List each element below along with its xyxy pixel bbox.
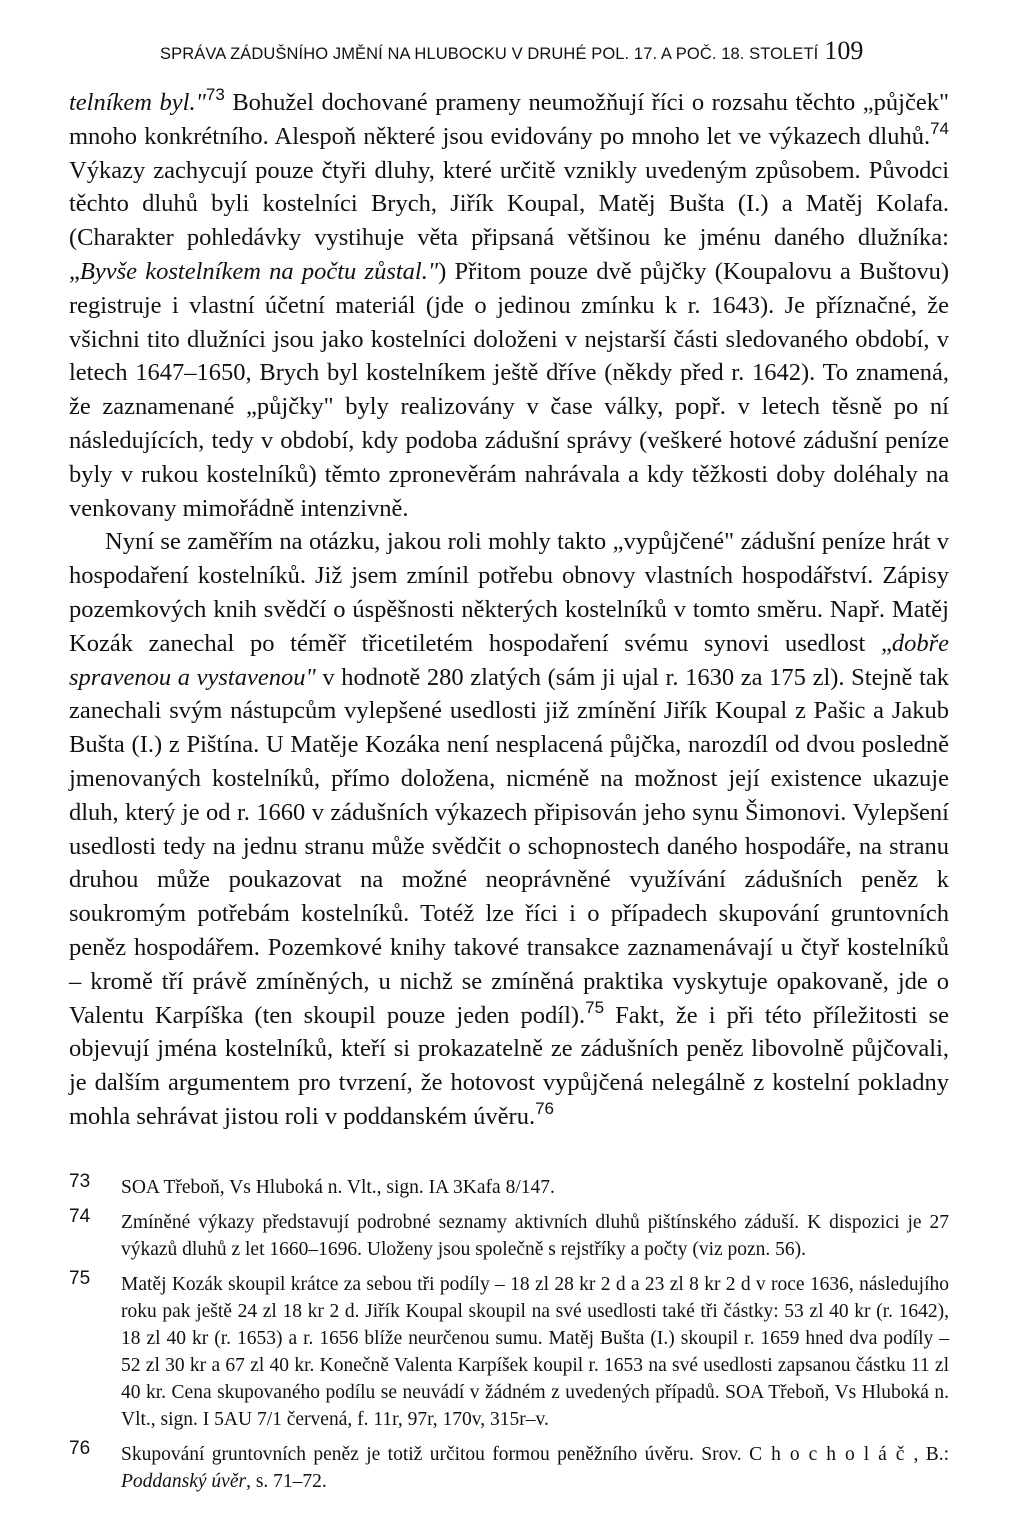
main-text	[69, 86, 949, 1134]
footnote-text-a: Skupování gruntovních peněz je totiž určitou formou peněžního úvěru. Srov.	[121, 1444, 750, 1465]
footnote-text-b: , B.:	[913, 1444, 949, 1465]
paragraph-1	[69, 86, 949, 525]
footnote-ref-75[interactable]: 75	[585, 997, 605, 1017]
footnote-ref-73[interactable]: 73	[205, 85, 225, 104]
footnote-76	[69, 1438, 949, 1495]
footnotes	[69, 1171, 949, 1503]
page-number: 109	[824, 36, 864, 65]
footnote-ref-76[interactable]: 76	[535, 1098, 555, 1118]
running-title: SPRÁVA ZÁDUŠNÍHO JMĚNÍ NA HLUBOCKU V DRUHÉ POL. 17. A POČ. 18. STOLETÍ	[160, 45, 819, 63]
footnote-75	[69, 1268, 949, 1433]
footnote-74	[69, 1206, 949, 1263]
paragraph-1-text-b: Výkazy zachycují pouze čtyři dluhy, které určitě vznikly uvedeným způsobem. Původci těchto dluhů byli kostelníci Brych, Jiřík Koupal, Matěj Bušta (I.) a Matěj Kolafa. (Charakter pohledávky vystihuje věta připsaná většinou ke jménu daného dlužníka: „	[69, 156, 949, 285]
footnote-number: 76	[69, 1438, 91, 1459]
paragraph-1-text-c: ) Přitom pouze dvě půjčky (Koupalovu a Buštovu) registruje i vlastní účetní materiál (jde o jedinou zmínku k r. 1643). Je příznačné, že všichni tito dlužníci jsou jako kostelníci doloženi v nejstarší části sledovaného období, v letech 1647–1650, Brych byl kostelníkem ještě dříve (někdy před r. 1642). To znamená, že zaznamenané „půjčky" byly realizovány v čase války, popř. v letech těsně po ní následujících, tedy v období, kdy podoba zádušní správy (veškeré hotové zádušní peníze byly v rukou kostelníků) těmto zpronevěrám nahrávala a kdy těžkosti doby doléhaly na venkovany mimořádně intenzivně.	[69, 257, 949, 522]
footnote-text: SOA Třeboň, Vs Hluboká n. Vlt., sign. IA 3Kafa 8/147.	[121, 1177, 555, 1198]
paragraph-2-text-b: v hodnotě 280 zlatých (sám ji ujal r. 1630 za 175 zl). Stejně tak zanechali svým nástupcům vylepšené usedlosti již zmínění Jiřík Koupal z Pašic a Jakub Bušta (I.) z Pištína. U Matěje Kozáka není nesplacená půjčka, narozdíl od dvou posledně jmenovaných kostelníků, přímo doložena, nicméně na možnost její existence ukazuje dluh, který je od r. 1660 v zádušních výkazech připisován jeho synu Šimonovi. Vylepšení usedlosti tedy na jednu stranu může svědčit o schopnostech daného hospodáře, na stranu druhou může poukazovat na možné neoprávněné využívání zádušních peněz k soukromým potřebám kostelníků. Totéž lze říci i o případech skupování gruntovních peněz hospodářem. Pozemkové knihy takové transakce zaznamenávají u čtyř kostelníků – kromě tří právě zmíněných, u nichž se zmíněná praktika vyskytuje opakovaně, jde o Valentu Karpíška (ten skoupil pouze jeden podíl).	[69, 663, 949, 1029]
italic-quote: Byvše kostelníkem na počtu zůstal."	[79, 257, 439, 285]
italic-quote: telníkem byl."	[69, 89, 206, 116]
footnote-author: Chocholáč	[749, 1444, 914, 1465]
footnote-ref-74[interactable]: 74	[930, 118, 949, 138]
paragraph-2	[69, 525, 949, 1133]
paragraph-2-text-a: Nyní se zaměřím na otázku, jakou roli mohly takto „vypůjčené" zádušní peníze hrát v hospodaření kostelníků. Již jsem zmínil potřebu obnovy vlastních hospodářství. Zápisy pozemkových knih svědčí o úspěšnosti některých kostelníků v tomto směru. Např. Matěj Kozák zanechal po téměř třicetiletém hospodaření svému synovi usedlost „	[69, 528, 949, 657]
paragraph-1-text-a: Bohužel dochované prameny neumožňují říci o rozsahu těchto „půjček" mnoho konkrétního. Alespoň některé jsou evidovány po mnoho let ve výkazech dluhů.	[69, 89, 949, 150]
footnote-text: Matěj Kozák skoupil krátce za sebou tři podíly – 18 zl 28 kr 2 d a 23 zl 8 kr 2 d v roce 1636, následujího roku pak ještě 24 zl 18 kr 2 d. Jiřík Koupal skoupil na své usedlosti také tři částky: 53 zl 40 kr (r. 1642), 18 zl 40 kr (r. 1653) a r. 1656 blíže neurčenou sumu. Matěj Bušta (I.) skoupil r. 1659 hned dva podíly – 52 zl 30 kr a 67 zl 40 kr. Konečně Valenta Karpíšek koupil r. 1653 na své usedlosti zapsanou částku 11 zl 40 kr. Cena skupovaného podílu se neuvádí v žádném z uvedených případů. SOA Třeboň, Vs Hluboká n. Vlt., sign. I 5AU 7/1 červená, f. 11r, 97r, 170v, 315r–v.	[121, 1274, 949, 1430]
footnote-73	[69, 1171, 949, 1201]
italic-quote: dobře spravenou a vystavenou"	[69, 629, 949, 691]
footnote-text: Zmíněné výkazy představují podrobné seznamy aktivních dluhů pištínského záduší. K dispozici je 27 výkazů dluhů z let 1660–1696. Uloženy jsou společně s rejstříky a počty (viz pozn. 56).	[121, 1212, 949, 1260]
footnote-title: Poddanský úvěr	[121, 1471, 247, 1492]
footnote-number: 75	[69, 1268, 91, 1289]
paragraph-2-text-c: Fakt, že i při této příležitosti se objevují jména kostelníků, kteří si prokazatelně ze zádušních peněz libovolně půjčovali, je dalším argumentem pro tvrzení, že hotovost vypůjčená nelegálně z kostelní pokladny mohla sehrávat jistou roli v poddanském úvěru.	[69, 1001, 949, 1130]
footnote-text-c: , s. 71–72.	[246, 1471, 327, 1492]
footnote-number: 74	[69, 1206, 91, 1227]
footnote-number: 73	[69, 1171, 91, 1192]
running-header	[160, 36, 960, 76]
